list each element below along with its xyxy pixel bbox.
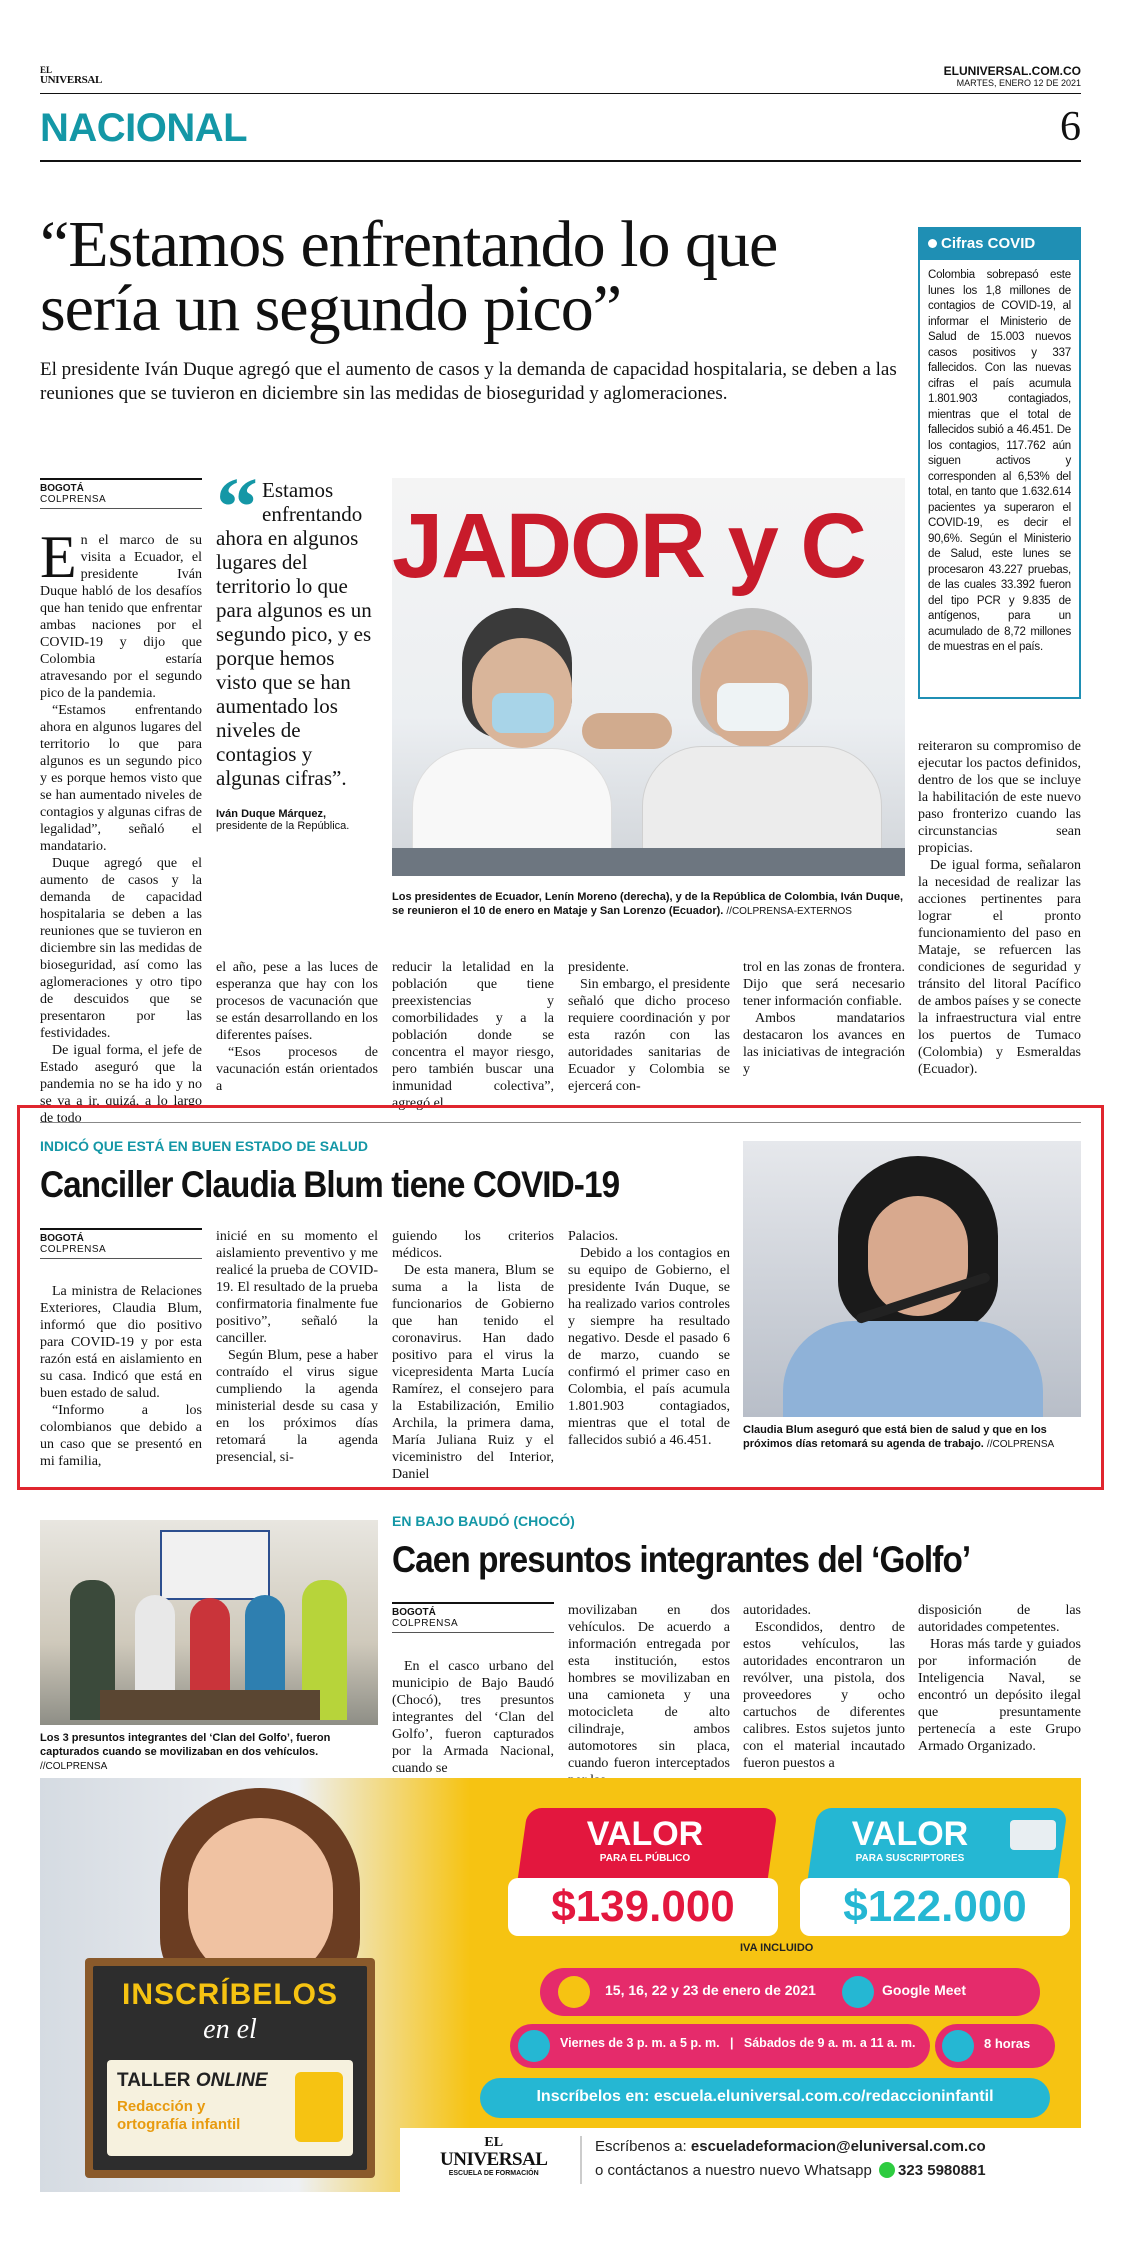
taller-word: TALLER xyxy=(117,2070,191,2091)
section-rule xyxy=(40,160,1081,162)
paragraph: movilizaban en dos vehículos. De acuerdo a información entregada por esta institución, estos hombres se movilizaban en una camioneta y una motocicleta de alto cilindraje, ambos automotores sin placa, cuando fueron interceptados xyxy=(568,1603,730,1771)
paragraph: reiteraron su compromiso de ejecutar los pactos definidos, dentro de los que se incluye la habilitación de este nuevo paso fronterizo cuando las circunstancias sean propicias. xyxy=(918,739,1081,856)
ad-platform: Google Meet xyxy=(882,1982,967,1998)
email-label: Escríbenos a: xyxy=(595,2138,687,2155)
byline-agency: COLPRENSA xyxy=(392,1618,459,1629)
golfo-caption xyxy=(40,1731,378,1774)
mask-left xyxy=(492,693,554,733)
main-col4 xyxy=(568,959,730,1095)
price1-value: $139.000 xyxy=(551,1882,735,1931)
chalkboard-sign xyxy=(85,1958,375,2178)
signup-link[interactable]: Inscríbelos en: escuela.eluniversal.com.co/redaccioninfantil xyxy=(536,2088,994,2105)
quote-role: presidente de la República. xyxy=(216,820,350,832)
paragraph: La ministra de Relaciones Exteriores, Claudia Blum, informó que dio positivo para COVID-19 y por esta razón está en aislamiento en su casa. Indicó que está en buen estado de salud. xyxy=(40,1284,202,1401)
caption-credit: //COLPRENSA xyxy=(986,1439,1055,1450)
sidebar-title: Cifras COVID xyxy=(941,235,1036,252)
whatsapp-icon xyxy=(879,2162,895,2178)
golfo-col1 xyxy=(392,1658,554,1777)
computer-icon xyxy=(842,1976,874,2008)
price1-label: VALOR xyxy=(586,1815,704,1853)
paragraph: De igual forma, el jefe de Estado aseguró que la pandemia no se ha ido y no se va a ir, quizá, a lo largo de todo xyxy=(40,1043,202,1126)
ad-logo-line2: UNIVERSAL xyxy=(440,2149,548,2170)
photo-banner: JADOR y C xyxy=(392,495,865,597)
paragraph: trol en las zonas de frontera. Dijo que será necesario tener información confiable. xyxy=(743,960,905,1009)
paragraph: Debido a los contagios en su equipo de Gobierno, el presidente Iván Duque, se ha realizado varios controles y siempre ha resultado negativo. Desde el pasado 6 de marzo, cuando se confirmó el primer caso en Colombia, el país acumula 1.801.903 contagiados, mientras que el total de fallecidos subió a 46.451. xyxy=(568,1246,730,1448)
sign-line1: INSCRÍBELOS xyxy=(121,1978,339,2011)
main-photo xyxy=(392,478,905,876)
sidebar-text: Colombia sobrepasó este lunes los 1,8 millones de contagios de COVID-19, al informar el Ministerio de Salud de 15.003 nuevos casos positivos y 337 fallecidos. Con las nuevas cifras el país acumula 1.801.903 contagiados, mientras que el total de fallecidos subió a 46.451. De los contagios, 117.762 aún siguen activos y corresponden al 6,53% del total, en tanto que 1.632.614 pacientes ya superaron el COVID-19, es decir el 90,6%. Según el Ministerio de Salud, este lunes se procesaron 43.227 pruebas, de las cuales 33.392 fueron del tipo PCR y 9.835 de antígenos, para un acumulado de 8,72 millones de muestras en el país. xyxy=(928,269,1071,653)
paragraph: “Informo a los colombianos que debido a un caso que se presentó en mi familia, xyxy=(40,1403,202,1469)
main-byline xyxy=(40,478,202,509)
blum-rule xyxy=(40,1122,1081,1123)
course-name xyxy=(117,2098,240,2134)
card-icon xyxy=(1010,1820,1056,1850)
blum-kicker: INDICÓ QUE ESTÁ EN BUEN ESTADO DE SALUD xyxy=(40,1138,368,1154)
golfo-byline xyxy=(392,1602,554,1633)
quote-mark-icon: “ xyxy=(216,461,258,554)
logo-line2: UNIVERSAL xyxy=(40,74,103,86)
sidebar-header xyxy=(920,229,1079,260)
ad-logo-sub: ESCUELA DE FORMACIÓN xyxy=(448,2170,539,2177)
byline-agency: COLPRENSA xyxy=(40,494,107,505)
ad-logo-line1: EL xyxy=(484,2135,504,2150)
paragraph: disposición de las autoridades competentes. xyxy=(918,1603,1081,1635)
paragraph: En el casco urbano del municipio de Bajo Baudó (Chocó), tres presuntos integrantes del ‘Clan del Golfo’, fueron capturados por la Armada Nacional, cuando se xyxy=(392,1659,554,1776)
paragraph: Sin embargo, el presidente señaló que dicho proceso requiere coordinación y por esta razón con las autoridades sanitarias de Ecuador y Colombia se ejercerá con- xyxy=(568,977,730,1094)
mask-right xyxy=(717,683,789,731)
blum-byline xyxy=(40,1228,202,1259)
byline-city: BOGOTÁ xyxy=(392,1607,436,1618)
main-col6 xyxy=(918,738,1081,1078)
paragraph: n el marco de su visita a Ecuador, el presidente Iván Duque habló de los desafíos que han tenido que enfrentar ambas naciones por el COVID-19 y dijo que Colombia estaría atravesando por el segundo pico de la pandemia. xyxy=(40,533,202,701)
course-line2: ortografía infantil xyxy=(117,2116,241,2133)
ad-schedule: Viernes de 3 p. m. a 5 p. m. | Sábados de 9 a. m. a 11 a. m. xyxy=(560,2036,916,2050)
caption-credit: //COLPRENSA xyxy=(40,1761,108,1772)
caption-text: Los presidentes de Ecuador, Lenín Moreno (derecha), y de la República de Colombia, Iván Duque, se reunieron el 10 de enero en Mataje y San Lorenzo (Ecuador). xyxy=(392,891,903,917)
taller-card xyxy=(107,2060,353,2156)
sign-line2: en el xyxy=(203,2014,257,2045)
paragraph: autoridades. xyxy=(743,1603,812,1618)
golfo-col4 xyxy=(918,1602,1081,1755)
paragraph: Horas más tarde y guiados por información de Inteligencia Naval, se encontró un depósito ilegal que presuntamente pertenecía a este Grupo Armado Organizado. xyxy=(918,1637,1081,1754)
paragraph: presidente. xyxy=(568,960,630,975)
iva-note: IVA INCLUIDO xyxy=(740,1942,814,1954)
banner xyxy=(160,1530,270,1600)
course-line1: Redacción y xyxy=(117,2098,206,2115)
caption-text: Claudia Blum aseguró que está bien de salud y que en los próximos días retomará su agenda de trabajo. xyxy=(743,1424,1047,1450)
whatsapp-label: o contáctanos a nuestro nuevo Whatsapp xyxy=(595,2162,872,2179)
byline-city: BOGOTÁ xyxy=(40,1233,84,1244)
masthead-info xyxy=(944,64,1081,89)
paragraph: Según Blum, pese a haber contraído el virus sigue cumpliendo la agenda ministerial desde su casa y en los próximos días retomará la agenda presencial, si- xyxy=(216,1348,378,1465)
main-col1 xyxy=(40,524,202,1127)
drop-cap: E xyxy=(40,524,77,590)
paragraph: “Estamos enfrentando ahora en algunos lugares del territorio lo que para algunos es un segundo pico y es porque hemos visto que se han aumentado niveles de contagios y algunas cifras de legalidad”, señaló el mandatario. xyxy=(40,703,202,854)
paragraph: “Esos procesos de vacunación están orientados a xyxy=(216,1045,378,1094)
price2-sub: PARA SUSCRIPTORES xyxy=(855,1853,965,1864)
issue-date: MARTES, ENERO 12 DE 2021 xyxy=(956,78,1081,88)
ad-banner xyxy=(40,1778,1081,2192)
blum-headline: Canciller Claudia Blum tiene COVID-19 xyxy=(40,1164,620,1205)
ad-hours: 8 horas xyxy=(984,2036,1031,2051)
blum-photo xyxy=(743,1141,1081,1417)
section-title: NACIONAL xyxy=(40,106,248,150)
timer-icon xyxy=(942,2030,974,2062)
ad-footer-divider xyxy=(580,2136,582,2184)
paragraph: reducir la letalidad en la población que tiene preexistencias y comorbilidades y a la población donde se concentra el mayor riesgo, pero también buscar una inmunidad colectiva”, agregó el xyxy=(392,960,554,1111)
golfo-col3 xyxy=(743,1602,905,1772)
golfo-photo xyxy=(40,1520,378,1725)
masthead-rule xyxy=(40,93,1081,94)
golfo-headline: Caen presuntos integrantes del ‘Golfo’ xyxy=(392,1539,971,1580)
info-badge xyxy=(295,2072,343,2142)
calendar-icon xyxy=(558,1976,590,2008)
price2-label: VALOR xyxy=(851,1815,969,1853)
blum-col2 xyxy=(216,1228,378,1466)
paragraph: Palacios. xyxy=(568,1229,619,1244)
covid-sidebar xyxy=(918,227,1081,699)
paragraph: Ambos mandatarios destacaron los avances en las iniciativas de integración y xyxy=(743,1011,905,1077)
email-address[interactable]: escueladeformacion@eluniversal.com.co xyxy=(690,2138,986,2155)
logo-line1: EL xyxy=(40,65,53,75)
pull-quote xyxy=(216,461,378,832)
page-number: 6 xyxy=(1060,104,1081,150)
blum-caption xyxy=(743,1423,1081,1452)
paragraph: inicié en su momento el aislamiento preventivo y me realicé la prueba de COVID-19. El resultado de la prueba confirmatoria finalmente fue positivo”, señaló la canciller. xyxy=(216,1229,378,1346)
blum-col1 xyxy=(40,1283,202,1470)
main-photo-caption xyxy=(392,890,905,919)
site-url: ELUNIVERSAL.COM.CO xyxy=(943,64,1081,78)
paragraph: De esta manera, Blum se suma a la lista de funcionarios de Gobierno que han tenido el coronavirus. Han dado positivo para el virus la vicepresidenta Marta Lucía Ramírez, el consejero para la Estabilización, Emilio Archila, la primera dama, María Juliana Ruiz y el viceministro del Interior, Daniel xyxy=(392,1263,554,1482)
clock-icon xyxy=(518,2030,550,2062)
online-word: ONLINE xyxy=(195,2070,268,2091)
main-headline: “Estamos enfrentando lo que sería un segundo pico” xyxy=(40,208,778,345)
quote-text: Estamos enfrentando ahora en algunos lugares del territorio lo que para algunos es un segundo pico, y es porque hemos visto que se han aumentado los niveles de contagios y algunas cifras”. xyxy=(216,478,372,790)
main-col2b xyxy=(216,959,378,1095)
ad-whatsapp-line xyxy=(595,2162,986,2179)
paragraph: Escondidos, dentro de estos vehículos, las autoridades encontraron un revólver, una pistola, dos proveedores y ocho cartuchos de diferentes calibres. Estos sujetos junto con el material incautado fueron puestos a xyxy=(743,1620,905,1771)
main-col5 xyxy=(743,959,905,1078)
phone-number[interactable]: 323 5980881 xyxy=(898,2162,986,2179)
taller-title xyxy=(117,2070,268,2092)
blum-col4 xyxy=(568,1228,730,1449)
paragraph: el año, pese a las luces de esperanza que hay con los procesos de vacunación que se están desarrollando en los diferentes países. xyxy=(216,960,378,1043)
ad-email-line xyxy=(595,2138,986,2155)
paragraph: guiendo los criterios médicos. xyxy=(392,1229,554,1261)
byline-agency: COLPRENSA xyxy=(40,1244,107,1255)
golfo-col2 xyxy=(568,1602,730,1789)
golfo-kicker: EN BAJO BAUDÓ (CHOCÓ) xyxy=(392,1513,575,1529)
paragraph: Duque agregó que el aumento de casos y la demanda de capacidad hospitalaria se deben a las reuniones que se tuvieron en diciembre sin las medidas de bioseguridad, así como las aglomeraciones y otro tipo de descuidos que se presentaron por las festividades. xyxy=(40,856,202,1041)
price2-value: $122.000 xyxy=(843,1882,1027,1931)
evidence-table xyxy=(100,1690,320,1720)
masthead-logo xyxy=(40,66,102,86)
chalkboard xyxy=(93,1966,367,2170)
caption-text: Los 3 presuntos integrantes del ‘Clan del Golfo’, fueron capturados cuando se movilizaban en dos vehículos. xyxy=(40,1732,331,1758)
quote-author: Iván Duque Márquez, xyxy=(216,808,327,820)
jacket xyxy=(783,1321,1043,1417)
blum-col3 xyxy=(392,1228,554,1483)
podium xyxy=(392,848,905,876)
main-col1-p1 xyxy=(40,524,202,702)
ad-dates: 15, 16, 22 y 23 de enero de 2021 xyxy=(605,1982,816,1998)
paragraph: De igual forma, señalaron la necesidad de realizar las acciones pertinentes para lograr el pronto funcionamiento del paso en Mataje, se refuercen las condiciones de seguridad y tránsito del litoral Pacífico de ambos países y se conecte la infraestructura vial entre los puertos de Tumaco (Colombia) y Esmeraldas (Ecuador). xyxy=(918,858,1081,1077)
price1-sub: PARA EL PÚBLICO xyxy=(599,1853,691,1864)
caption-credit: //COLPRENSA-EXTERNOS xyxy=(726,906,852,917)
main-deck: El presidente Iván Duque agregó que el aumento de casos y la demanda de capacidad hospitalaria, se deben a las reuniones que se tuvieron en diciembre sin las medidas de bioseguridad y aglomeraciones. xyxy=(40,359,897,404)
bullet-icon xyxy=(928,239,937,248)
byline-city: BOGOTÁ xyxy=(40,483,84,494)
elbow-bump xyxy=(582,713,672,749)
ad-logo xyxy=(440,2136,547,2177)
main-col3 xyxy=(392,959,554,1112)
